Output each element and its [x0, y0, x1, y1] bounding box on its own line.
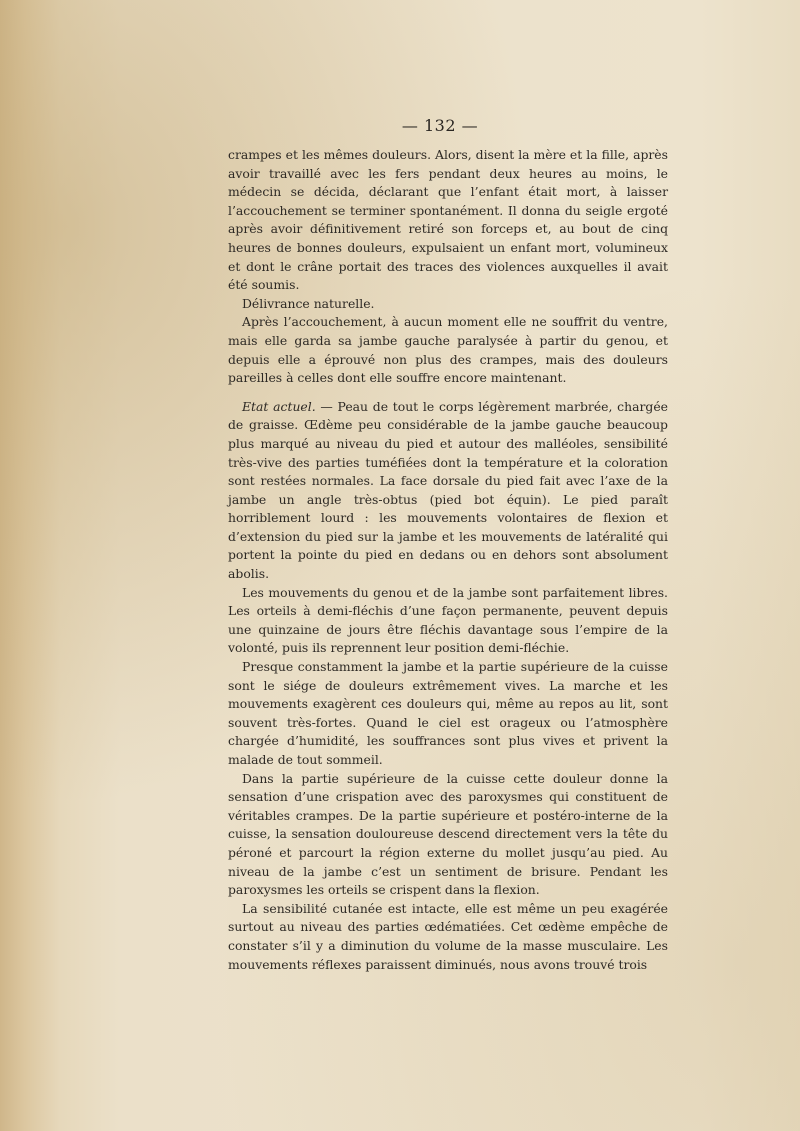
body-text	[228, 146, 668, 974]
paragraph-douleurs: Presque constamment la jambe et la partie supérieure de la cuisse sont le siége de douleurs extrêmement vives. La marche et les mouvements exagèrent ces douleurs qui, même au repos au lit, sont souvent très-fortes. Quand le ciel est orageux ou l’atmosphère chargée d’humidité, les souffrances sont plus vives et privent la malade de tout sommeil.	[228, 659, 668, 767]
paragraph-apres-accouchement: Après l’accouchement, à aucun moment elle ne souffrit du ventre, mais elle garda sa jambe gauche paralysée à partir du genou, et depuis elle a éprouvé non plus des crampes, mais des douleurs pareilles à celles dont elle souffre encore maintenant.	[228, 314, 668, 386]
paragraph-mouvements-genou: Les mouvements du genou et de la jambe sont parfaitement libres. Les orteils à demi-fléchis d’une façon permanente, peuvent depuis une quinzaine de jours être fléchis davantage sous l’empire de la volonté, puis ils reprennent leur position demi-fléchie.	[228, 584, 668, 656]
paragraph-etat-actuel	[228, 398, 668, 584]
paragraph-continuation: crampes et les mêmes douleurs. Alors, disent la mère et la fille, après avoir travaillé avec les fers pendant deux heures au moins, le médecin se décida, déclarant que l’enfant était mort, à laisser l’accouchement se terminer spontanément. Il donna du seigle ergoté après avoir définitivement retiré son forceps et, au bout de cinq heures de bonnes douleurs, expulsaient un enfant mort, volumineux et dont le crâne portait des traces des violences auxquelles il avait été soumis.	[228, 147, 668, 293]
etat-actuel-text: — Peau de tout le corps légèrement marbrée, chargée de graisse. Œdème peu considérable de la jambe gauche beaucoup plus marqué au niveau du pied et autour des malléoles, sensibilité très-vive des parties tuméfiées dont la température et la coloration sont restées normales. La face dorsale du pied fait avec l’axe de la jambe un angle très-obtus (pied bot équin). Le pied paraît horriblement lourd : les mouvements volontaires de flexion et d’extension du pied sur la jambe et les mouvements de latéralité qui portent la pointe du pied en dedans ou en dehors sont absolument abolis.	[228, 398, 668, 582]
paragraph-delivrance: Délivrance naturelle.	[242, 295, 375, 311]
etat-actuel-heading: Etat actuel.	[242, 398, 316, 414]
page-number: — 132 —	[401, 116, 479, 135]
paragraph-sensibilite: La sensibilité cutanée est intacte, elle est même un peu exagérée surtout au niveau des parties œdématiées. Cet œdème empêche de constater s’il y a diminution du volume de la masse musculaire. Les mouvements réflexes paraissent diminués, nous avons trouvé trois	[228, 900, 668, 972]
paragraph-cuisse: Dans la partie supérieure de la cuisse cette douleur donne la sensation d’une crispation avec des paroxysmes qui constituent de véritables crampes. De la partie supérieure et postéro-interne de la cuisse, la sensation douloureuse descend directement vers la tête du péroné et parcourt la région externe du mollet jusqu’au pied. Au niveau de la jambe c’est un sentiment de brisure. Pendant les paroxysmes les orteils se crispent dans la flexion.	[228, 770, 668, 898]
